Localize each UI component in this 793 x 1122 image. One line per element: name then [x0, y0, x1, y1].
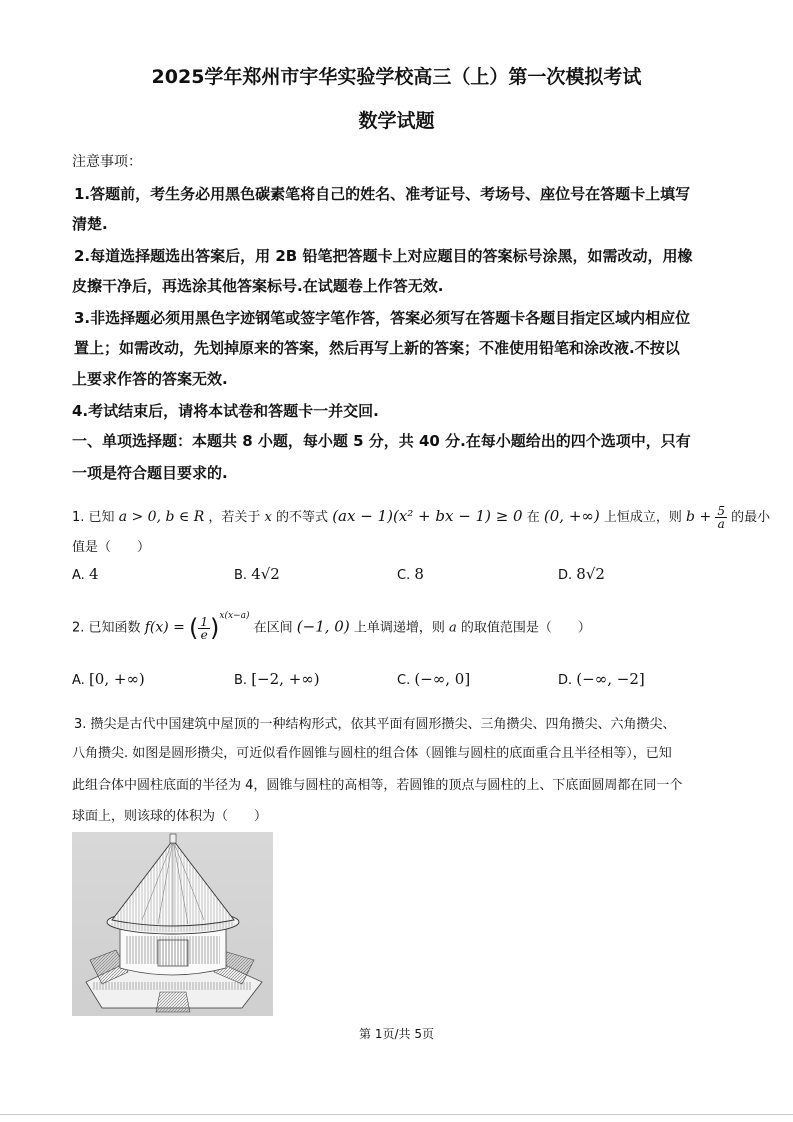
q1-fraction-numerator: 5: [717, 504, 725, 518]
q2-option-a[interactable]: [72, 670, 145, 688]
q1-interval: (0, +∞): [543, 507, 600, 525]
option-label: B.: [234, 568, 248, 583]
q2-left-paren: (: [189, 614, 199, 642]
question-1-line-2: 值是（ ）: [72, 540, 151, 555]
option-value: [0, +∞): [88, 670, 145, 688]
option-value: 8: [414, 565, 424, 583]
q1-option-c[interactable]: [397, 565, 424, 583]
option-label: C.: [397, 673, 411, 688]
q1-mid4: 上恒成立，则: [603, 510, 682, 525]
q1-option-d[interactable]: [558, 565, 605, 583]
section-heading-2: 一项是符合题目要求的.: [72, 464, 228, 482]
q2-option-b[interactable]: [234, 670, 320, 688]
option-value: (−∞, −2]: [576, 670, 645, 688]
notice-line-3c: 上要求作答的答案无效.: [72, 370, 228, 388]
notice-line-2a: 2.每道选择题选出答案后，用 2B 铅笔把答题卡上对应题目的答案标号涂黑，如需改动，用橡: [74, 247, 693, 265]
q1-fraction-denominator: a: [717, 517, 725, 531]
option-label: A.: [72, 673, 85, 688]
option-label: D.: [558, 673, 573, 688]
q1-fraction: [715, 505, 727, 530]
question-2-line-1: [72, 611, 591, 642]
option-label: B.: [234, 673, 248, 688]
page-title: 2025学年郑州市宇华实验学校高三（上）第一次模拟考试: [151, 66, 642, 88]
question-3-line-2: 八角攒尖. 如图是圆形攒尖，可近似看作圆锥与圆柱的组合体（圆锥与圆柱的底面重合且半径相等），已知: [72, 746, 672, 761]
question-3-line-4: 球面上，则该球的体积为（ ）: [72, 809, 268, 824]
notice-line-2b: 皮擦干净后，再选涂其他答案标号.在试题卷上作答无效.: [72, 277, 444, 295]
notice-line-1b: 清楚.: [72, 215, 108, 233]
q1-mid: ，若关于: [208, 510, 261, 525]
q2-suffix: 的取值范围是（ ）: [460, 620, 591, 636]
notice-line-3b: 置上；如需改动，先划掉原来的答案，然后再写上新的答案；不准使用铅笔和涂改液.不按以: [74, 339, 680, 357]
option-label: C.: [397, 568, 411, 583]
question-1-line-1: [72, 505, 770, 530]
pavilion-image: [72, 832, 273, 1016]
notice-line-1a: 1.答题前，考生务必用黑色碳素笔将自己的姓名、准考证号、考场号、座位号在答题卡上填写: [74, 185, 691, 203]
notice-line-3a: 3.非选择题必须用黑色字迹钢笔或签字笔作答，答案必须写在答题卡各题目指定区域内相应位: [74, 309, 691, 327]
notice-line-4: 4.考试结束后，请将本试卷和答题卡一并交回.: [72, 402, 379, 420]
option-label: A.: [72, 568, 85, 583]
q1-option-a[interactable]: [72, 565, 98, 583]
q2-mid: 在区间: [253, 620, 293, 636]
option-value: 8√2: [576, 565, 605, 583]
q1-suffix: 的最小: [731, 510, 771, 525]
option-value: (−∞, 0]: [414, 670, 471, 688]
q2-prefix: 2. 已知函数: [72, 620, 141, 636]
page-bottom-divider: [0, 1114, 793, 1115]
option-value: 4: [88, 565, 99, 583]
q2-variable: a: [449, 620, 457, 636]
question-3-line-3: 此组合体中圆柱底面的半径为 4，圆锥与圆柱的高相等，若圆锥的顶点与圆柱的上、下底面圆周都在同一个: [72, 778, 683, 793]
q1-mid2: 的不等式: [276, 510, 329, 525]
q1-option-b[interactable]: [234, 565, 280, 583]
q1-expr-b: b +: [686, 509, 712, 525]
q2-interval: (−1, 0): [296, 617, 350, 636]
q1-variable: x: [264, 510, 272, 525]
q2-mid2: 上单调递增，则: [353, 620, 445, 636]
q1-inequality: (ax − 1)(x² + bx − 1) ≥ 0: [332, 507, 523, 525]
question-3-line-1: 3. 攒尖是古代中国建筑中屋顶的一种结构形式，依其平面有圆形攒尖、三角攒尖、四角攒尖、六角攒尖、: [74, 717, 676, 732]
q1-prefix: 1. 已知: [72, 510, 115, 525]
q2-base-denominator: e: [200, 627, 208, 642]
q1-mid3: 在: [526, 510, 540, 525]
q2-option-c[interactable]: [397, 670, 470, 688]
section-heading-1: 一、单项选择题：本题共 8 小题，每小题 5 分，共 40 分.在每小题给出的四个选项中，只有: [72, 432, 691, 450]
option-value: 4√2: [251, 565, 280, 583]
notice-heading: 注意事项：: [72, 154, 142, 170]
page-number: 第 1页/共 5页: [359, 1027, 434, 1041]
q2-base-numerator: 1: [200, 614, 209, 629]
q2-base-fraction: [198, 616, 210, 641]
option-label: D.: [558, 568, 573, 583]
option-value: [−2, +∞): [251, 670, 320, 688]
q2-function: f(x) =: [144, 619, 185, 636]
q2-right-paren: ): [210, 614, 220, 642]
q2-exponent: x(x−a): [219, 611, 250, 622]
page-subtitle: 数学试题: [358, 110, 435, 132]
q1-condition: a > 0, b ∈ R: [118, 509, 205, 525]
q2-option-d[interactable]: [558, 670, 645, 688]
